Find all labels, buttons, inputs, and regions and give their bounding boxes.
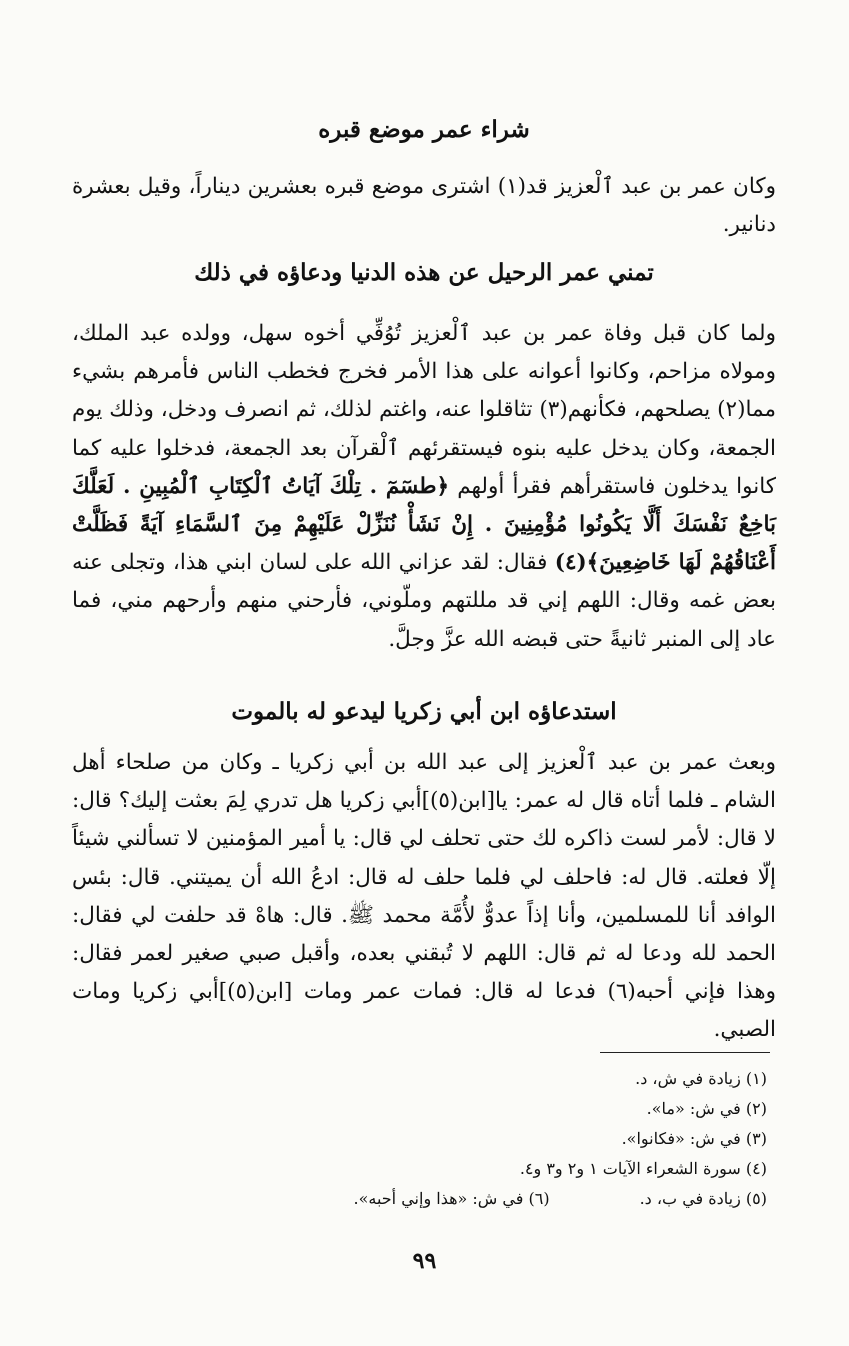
paragraph: وبعث عمر بن عبد ٱلْعزيز إلى عبد الله بن أبي زكريا ـ وكان من صلحاء أهل الشام ـ فلما أتاه قال له عمر: يا[ابن(٥)]أبي زكريا هل تدري لِمَ بعثت إليك؟ قال: لا قال: لأمر لست ذاكره لك حتى تحلف لي قال: يا أمير المؤمنين لا تسألني شيئاً إلّا فعلته. قال له: فاحلف لي فلما حلف له قال: ادعُ الله أن يميتني. قال: بئس الوافد أنا للمسلمين، وأنا إذاً عدوٌّ لأُمَّة محمد ﷺ. قال: هاهْ قد حلفت لي فقال: الحمد لله ودعا له ثم قال: اللهم لا تُبقني بعده، وأقبل صبي صغير لعمر فقال: وهذا فإني أحبه(٦) فدعا له قال: فمات عمر ومات [ابن(٥)]أبي زكريا ومات الصبي. xyxy=(72,750,777,1043)
section-heading: تمني عمر الرحيل عن هذه الدنيا ودعاؤه في ذلك xyxy=(194,259,654,286)
paragraph-text: ولما كان قبل وفاة عمر بن عبد ٱلْعزيز تُوُفِّي أخوه سهل، وولده عبد الملك، ومولاه مزاحم، وكانوا أعوانه على هذا الأمر فخرج فخطب الناس فأمرهم بشيء مما(٢) يصلحهم، فكأنهم(٣) تثاقلوا عنه، واغتم لذلك، ثم انصرف ودخل، وذلك يوم الجمعة، وكان يدخل عليه بنوه فيستقرئهم ٱلْقرآن بعد الجمعة، فدخلوا عليه كما كانوا يدخلون فاستقرأهم فقرأ أولهم xyxy=(72,321,776,499)
footnote-pair xyxy=(67,1184,767,1214)
section-heading: استدعاؤه ابن أبي زكريا ليدعو له بالموت xyxy=(231,698,617,725)
paragraph: وكان عمر بن عبد ٱلْعزيز قد(١) اشترى موضع قبره بعشرين ديناراً، وقيل بعشرة دنانير. xyxy=(72,174,776,238)
footnote-3: (٣) في ش: «فكانوا». xyxy=(621,1129,767,1148)
footnote-1: (١) زيادة في ش، د. xyxy=(635,1069,767,1088)
paragraph-text: فقال: لقد عزاني الله على لسان ابني هذا، وتجلى عنه بعض غمه وقال: اللهم إني قد مللتهم وملّوني، فأرحني منهم وأرحهم مني، فما عاد إلى المنبر ثانيةً حتى قبضه الله عزَّ وجلَّ. xyxy=(72,550,776,652)
section-ibn-abi-zakariya xyxy=(72,692,776,1050)
page-number: ٩٩ xyxy=(412,1248,437,1274)
footnote-6: (٦) في ش: «هذا وإني أحبه». xyxy=(353,1189,550,1208)
section-wish-to-depart xyxy=(72,253,776,659)
footnotes xyxy=(67,1064,767,1214)
footnote-divider xyxy=(600,1052,770,1053)
section-heading: شراء عمر موضع قبره xyxy=(318,116,530,143)
section-grave-purchase xyxy=(72,110,776,244)
footnote-5: (٥) زيادة في ب، د. xyxy=(639,1189,767,1208)
paragraph xyxy=(72,315,776,659)
quran-verse: ﴿طسٓمٓ . تِلْكَ آيَاتُ ٱلْكِتَابِ ٱلْمُبِينِ . لَعَلَّكَ بَاخِعٌ نَفْسَكَ أَلَّا يَكُونُوا مُؤْمِنِينَ . إِنْ نَشَأْ نُنَزِّلْ عَلَيْهِمْ مِنَ ٱلسَّمَاءِ آيَةً فَظَلَّتْ أَعْنَاقُهُمْ لَهَا خَاضِعِينَ﴾(٤) xyxy=(72,473,776,576)
footnote-4: (٤) سورة الشعراء الآيات ١ و٢ و٣ و٤. xyxy=(519,1159,767,1178)
footnote-2: (٢) في ش: «ما». xyxy=(646,1099,767,1118)
